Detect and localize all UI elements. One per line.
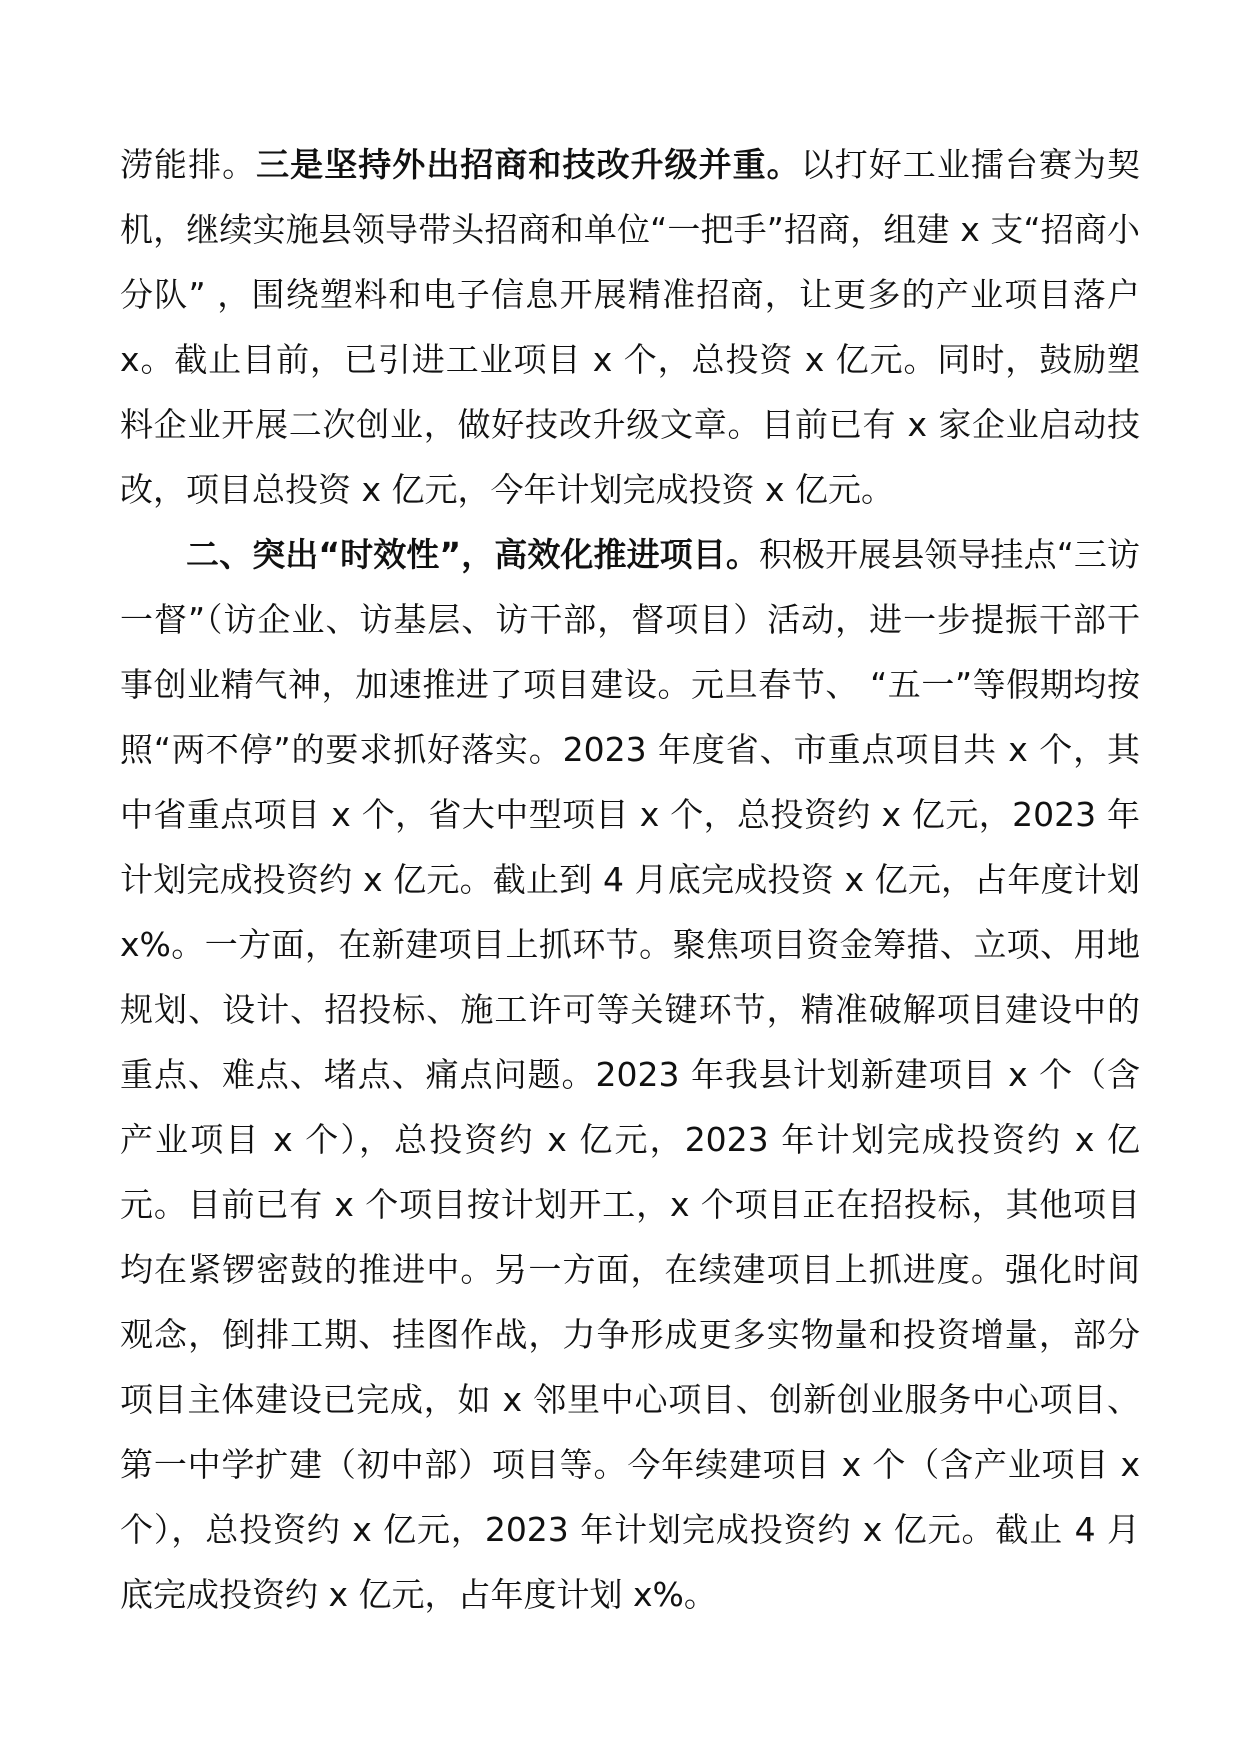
section-heading: 二、突出“时效性”，高效化推进项目。 [186, 535, 759, 574]
paragraph-body-text: 以打好工业擂台赛为契机，继续实施县领导带头招商和单位“一把手”招商，组建 x 支“招商小分队” ，围绕塑料和电子信息开展精准招商，让更多的产业项目落户 x。截止目前，已引进工业项目 x 个，总投资 x 亿元。同时，鼓励塑料企业开展二次创业，做好技改升级文章。目前已有 x 家企业启动技改，项目总投资 x 亿元，今年计划完成投资 x 亿元。 [120, 145, 1141, 509]
paragraph-investment-promotion [120, 132, 1140, 522]
paragraph-project-efficiency [120, 522, 1140, 1627]
paragraph-lead-text: 涝能排。 [120, 145, 257, 184]
document-page [120, 132, 1140, 1627]
paragraph-subheading: 三是坚持外出招商和技改升级并重。 [256, 145, 801, 184]
paragraph-body-text: 积极开展县领导挂点“三访一督”（访企业、访基层、访干部，督项目）活动，进一步提振干部干事创业精气神，加速推进了项目建设。元旦春节、 “五一”等假期均按照“两不停”的要求抓好落实。2023 年度省、市重点项目共 x 个，其中省重点项目 x 个，省大中型项目 x 个，总投资约 x 亿元，2023 年计划完成投资约 x 亿元。截止到 4 月底完成投资 x 亿元，占年度计划 x%。一方面，在新建项目上抓环节。聚焦项目资金筹措、立项、用地规划、设计、招投标、施工许可等关键环节，精准破解项目建设中的重点、难点、堵点、痛点问题。2023 年我县计划新建项目 x 个（含产业项目 x 个），总投资约 x 亿元，2023 年计划完成投资约 x 亿元。目前已有 x 个项目按计划开工，x 个项目正在招投标，其他项目均在紧锣密鼓的推进中。另一方面，在续建项目上抓进度。强化时间观念，倒排工期、挂图作战，力争形成更多实物量和投资增量，部分项目主体建设已完成，如 x 邻里中心项目、创新创业服务中心项目、第一中学扩建（初中部）项目等。今年续建项目 x 个（含产业项目 x 个），总投资约 x 亿元，2023 年计划完成投资约 x 亿元。截止 4 月底完成投资约 x 亿元，占年度计划 x%。 [120, 535, 1140, 1614]
